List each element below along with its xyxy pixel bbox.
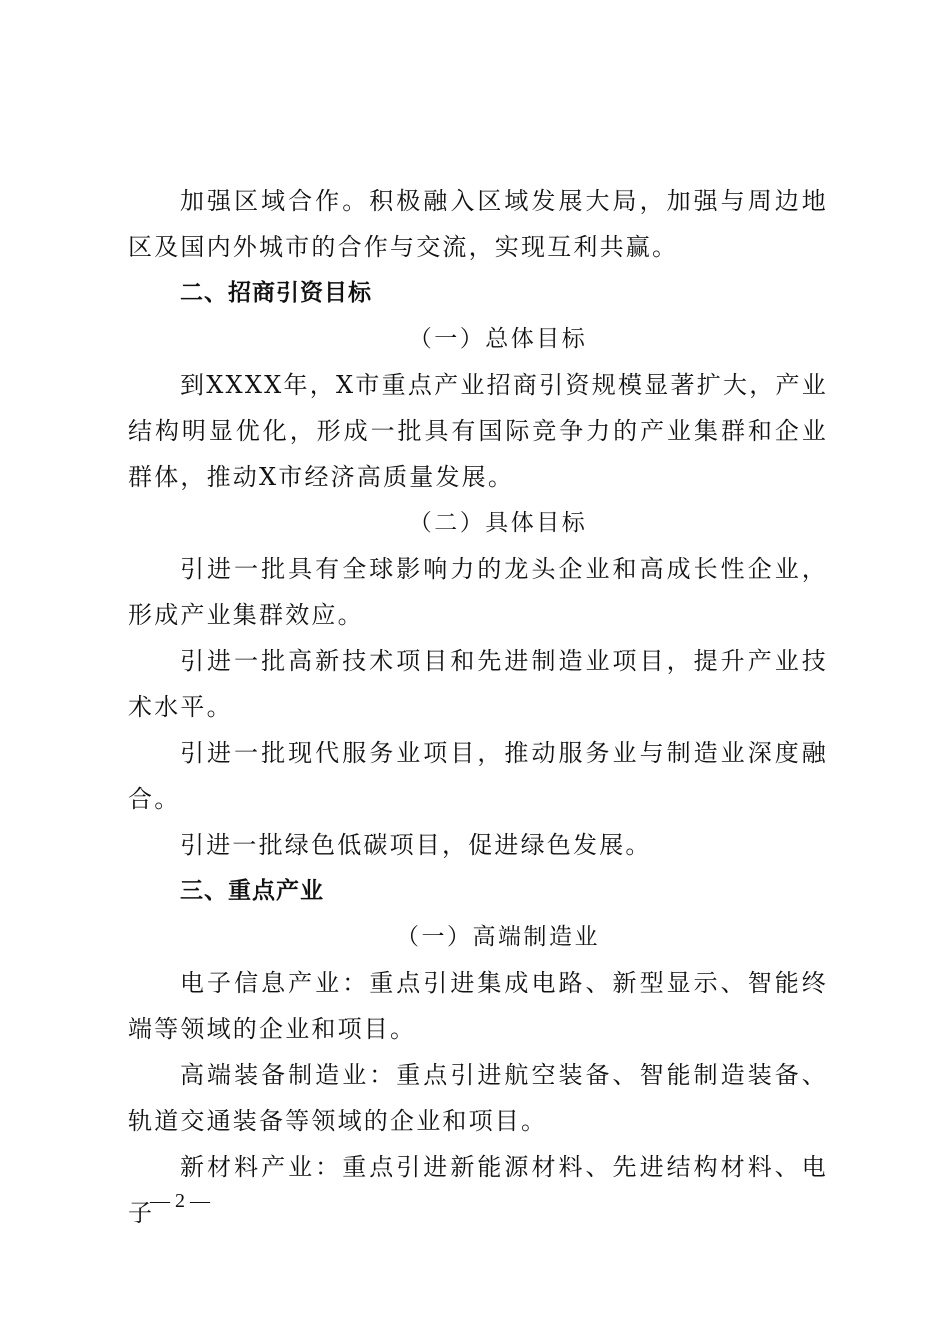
subsection-heading-specific-goals: （二）具体目标 bbox=[408, 510, 588, 536]
paragraph-goal-green-low-carbon: 引进一批绿色低碳项目，促进绿色发展。 bbox=[180, 831, 652, 859]
section-heading-investment-goals: 二、招商引资目标 bbox=[180, 280, 372, 306]
paragraph-electronic-information: 电子信息产业：重点引进集成电路、新型显示、智能终端等领域的企业和项目。 bbox=[128, 969, 828, 1043]
paragraph-goal-high-tech: 引进一批高新技术项目和先进制造业项目，提升产业技术水平。 bbox=[128, 647, 828, 721]
page-number: — 2 — bbox=[150, 1190, 210, 1212]
paragraph-new-materials: 新材料产业：重点引进新能源材料、先进结构材料、电子 bbox=[128, 1153, 828, 1227]
paragraph-regional-cooperation: 加强区域合作。积极融入区域发展大局，加强与周边地区及国内外城市的合作与交流，实现互利共赢。 bbox=[128, 187, 828, 261]
document-body bbox=[128, 178, 828, 1236]
paragraph-goal-leading-enterprises: 引进一批具有全球影响力的龙头企业和高成长性企业，形成产业集群效应。 bbox=[128, 555, 828, 629]
subsection-heading-high-end-manufacturing: （一）高端制造业 bbox=[396, 924, 600, 950]
paragraph-overall-goals: 到XXXX年，X市重点产业招商引资规模显著扩大，产业结构明显优化，形成一批具有国际竞争力的产业集群和企业群体，推动X市经济高质量发展。 bbox=[128, 371, 828, 491]
paragraph-high-end-equipment: 高端装备制造业：重点引进航空装备、智能制造装备、轨道交通装备等领域的企业和项目。 bbox=[128, 1061, 828, 1135]
section-heading-key-industries: 三、重点产业 bbox=[180, 878, 324, 904]
paragraph-goal-modern-services: 引进一批现代服务业项目，推动服务业与制造业深度融合。 bbox=[128, 739, 828, 813]
subsection-heading-overall-goals: （一）总体目标 bbox=[408, 326, 588, 352]
